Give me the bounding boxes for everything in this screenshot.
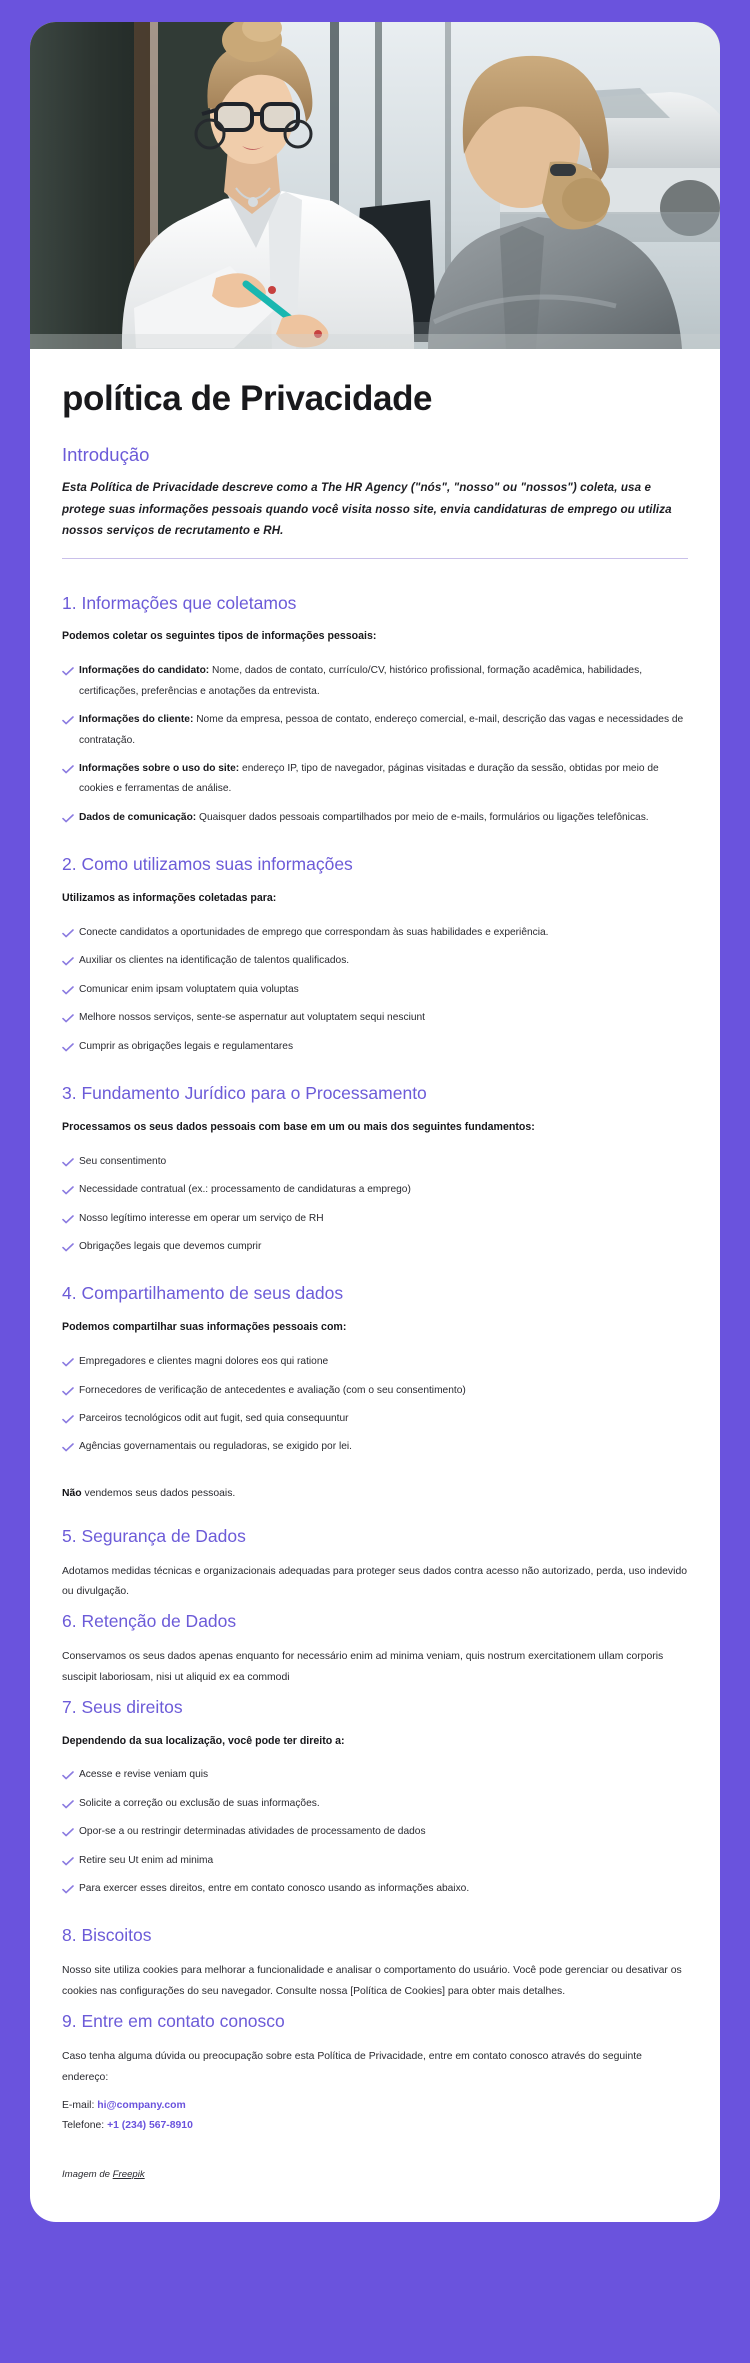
check-icon xyxy=(62,1037,74,1057)
check-icon xyxy=(62,661,74,681)
check-icon xyxy=(62,808,74,828)
interview-photo-illustration xyxy=(30,22,720,349)
list-item xyxy=(62,1879,688,1899)
list-item xyxy=(62,1381,688,1401)
list-item-text: Nosso legítimo interesse em operar um serviço de RH xyxy=(79,1212,324,1224)
policy-section xyxy=(62,1083,688,1257)
check-icon xyxy=(62,1765,74,1785)
section-paragraph: Nosso site utiliza cookies para melhorar a funcionalidade e analisar o comportamento do usuário. Você pode gerenciar ou desativar os cookies nas configurações do seu navegador. Consulte nossa [Política de Cookies] para obter mais detalhes. xyxy=(62,1965,682,1998)
list-item-text: Opor-se a ou restringir determinadas atividades de processamento de dados xyxy=(79,1826,426,1838)
email-value[interactable]: hi@company.com xyxy=(97,2100,186,2112)
list-item-label: Dados de comunicação: xyxy=(79,811,197,823)
list-item xyxy=(62,1008,688,1028)
check-icon xyxy=(62,923,74,943)
section-heading: 9. Entre em contato conosco xyxy=(62,2010,285,2031)
contact-block xyxy=(62,2096,688,2135)
list-item-text: Solicite a correção ou exclusão de suas informações. xyxy=(79,1797,320,1809)
section-lead: Podemos coletar os seguintes tipos de informações pessoais: xyxy=(62,630,377,643)
list-item xyxy=(62,1209,688,1229)
list-item-text: Nome, dados de contato, currículo/CV, histórico profissional, formação acadêmica, habilidades, certificações, preferências e anotações da entrevista. xyxy=(79,665,643,697)
policy-section xyxy=(62,854,688,1057)
email-label: E-mail: xyxy=(62,2100,95,2112)
list-item xyxy=(62,1437,688,1457)
policy-section xyxy=(62,1283,688,1457)
list-item-text: Retire seu Ut enim ad minima xyxy=(79,1854,214,1866)
policy-section xyxy=(62,1611,688,1689)
no-sell-text: vendemos seus dados pessoais. xyxy=(81,1487,236,1499)
check-icon xyxy=(62,1352,74,1372)
list-item-label: Informações sobre o uso do site: xyxy=(79,762,240,774)
section-heading: 1. Informações que coletamos xyxy=(62,592,297,613)
list-item xyxy=(62,1851,688,1871)
section-paragraph: Caso tenha alguma dúvida ou preocupação sobre esta Política de Privacidade, entre em contato conosco através do seguinte endereço: xyxy=(62,2050,642,2083)
section-paragraph: Conservamos os seus dados apenas enquanto for necessário enim ad minima veniam, quis nostrum exercitationem ullam corporis suscipit laboriosam, nisi ut aliquid ex ea commodi xyxy=(62,1651,664,1683)
intro-heading: Introdução xyxy=(62,444,150,466)
no-sell-note xyxy=(62,1484,688,1504)
list-item-text: Conecte candidatos a oportunidades de emprego que correspondam às suas habilidades e experiência. xyxy=(79,926,549,938)
check-icon xyxy=(62,1152,74,1172)
list-item-text: Para exercer esses direitos, entre em contato conosco usando as informações abaixo. xyxy=(79,1883,470,1895)
list-item xyxy=(62,923,688,943)
list-item xyxy=(62,1794,688,1814)
contact-email-line xyxy=(62,2096,688,2115)
contact-phone-line xyxy=(62,2116,688,2135)
phone-value[interactable]: +1 (234) 567-8910 xyxy=(107,2119,193,2131)
list-item xyxy=(62,1409,688,1429)
list-item xyxy=(62,661,688,702)
section-check-list xyxy=(62,661,688,828)
section-paragraph: Adotamos medidas técnicas e organizacionais adequadas para proteger seus dados contra acesso não autorizado, perda, uso indevido ou divulgação. xyxy=(62,1565,687,1598)
list-item-text: Fornecedores de verificação de antecedentes e avaliação (com o seu consentimento) xyxy=(79,1384,466,1396)
section-heading: 6. Retenção de Dados xyxy=(62,1611,237,1632)
section-check-list xyxy=(62,1352,688,1458)
list-item-text: Melhore nossos serviços, sente-se aspernatur aut voluptatem sequi nesciunt xyxy=(79,1012,425,1024)
check-icon xyxy=(62,1180,74,1200)
policy-card xyxy=(30,22,720,2222)
check-icon xyxy=(62,1879,74,1899)
check-icon xyxy=(62,1008,74,1028)
list-item xyxy=(62,1037,688,1057)
check-icon xyxy=(62,1794,74,1814)
page-title: política de Privacidade xyxy=(62,379,433,418)
list-item-label: Informações do candidato: xyxy=(79,665,210,677)
list-item-text: endereço IP, tipo de navegador, páginas visitadas e duração da sessão, obtidas por meio de cookies e ferramentas de análise. xyxy=(79,762,659,795)
check-icon xyxy=(62,951,74,971)
check-icon xyxy=(62,1437,74,1457)
list-item xyxy=(62,980,688,1000)
credit-source-link[interactable]: Freepik xyxy=(112,2168,145,2180)
section-lead: Utilizamos as informações coletadas para: xyxy=(62,892,277,905)
list-item-text: Cumprir as obrigações legais e regulamentares xyxy=(79,1040,294,1052)
section-check-list xyxy=(62,1152,688,1258)
list-item xyxy=(62,808,688,828)
list-item-label: Informações do cliente: xyxy=(79,714,194,726)
check-icon xyxy=(62,710,74,730)
policy-section xyxy=(62,1526,688,1604)
section-heading: 7. Seus direitos xyxy=(62,1696,183,1717)
list-item xyxy=(62,1237,688,1257)
section-heading: 8. Biscoitos xyxy=(62,1925,152,1946)
list-item-text: Seu consentimento xyxy=(79,1155,167,1167)
list-item xyxy=(62,759,688,800)
list-item-text: Comunicar enim ipsam voluptatem quia voluptas xyxy=(79,983,299,995)
check-icon xyxy=(62,1851,74,1871)
list-item-text: Nome da empresa, pessoa de contato, endereço comercial, e-mail, descrição das vagas e necessidades de contratação. xyxy=(79,714,684,746)
check-icon xyxy=(62,1237,74,1257)
check-icon xyxy=(62,759,74,779)
section-heading: 2. Como utilizamos suas informações xyxy=(62,854,353,875)
list-item-text: Acesse e revise veniam quis xyxy=(79,1769,209,1781)
list-item xyxy=(62,710,688,751)
section-heading: 3. Fundamento Jurídico para o Processamento xyxy=(62,1083,427,1103)
hero-image xyxy=(30,22,720,349)
list-item-text: Obrigações legais que devemos cumprir xyxy=(79,1241,262,1253)
section-lead: Processamos os seus dados pessoais com base em um ou mais dos seguintes fundamentos: xyxy=(62,1120,535,1133)
check-icon xyxy=(62,1409,74,1429)
policy-section xyxy=(62,2011,688,2089)
check-icon xyxy=(62,1209,74,1229)
section-lead: Podemos compartilhar suas informações pessoais com: xyxy=(62,1321,347,1334)
section-divider xyxy=(62,558,688,559)
section-heading: 4. Compartilhamento de seus dados xyxy=(62,1283,344,1304)
section-heading: 5. Segurança de Dados xyxy=(62,1525,246,1546)
check-icon xyxy=(62,980,74,1000)
list-item xyxy=(62,1180,688,1200)
credit-prefix: Imagem de xyxy=(62,2168,113,2180)
phone-label: Telefone: xyxy=(62,2119,105,2131)
check-icon xyxy=(62,1381,74,1401)
list-item xyxy=(62,1765,688,1785)
list-item xyxy=(62,951,688,971)
list-item xyxy=(62,1352,688,1372)
policy-section xyxy=(62,593,688,829)
intro-paragraph: Esta Política de Privacidade descreve como a The HR Agency ("nós", "nosso" ou "nossos") coleta, usa e protege suas informações pessoais quando você visita nosso site, envia candidaturas de emprego ou utiliza nossos serviços de recrutamento e RH. xyxy=(62,481,672,538)
section-check-list xyxy=(62,1765,688,1899)
sections-container xyxy=(62,593,688,2089)
list-item-text: Empregadores e clientes magni dolores eos qui ratione xyxy=(79,1356,329,1368)
list-item-text: Agências governamentais ou reguladoras, se exigido por lei. xyxy=(79,1441,352,1453)
image-credit xyxy=(62,2169,688,2180)
list-item-text: Quaisquer dados pessoais compartilhados por meio de e-mails, formulários ou ligações telefônicas. xyxy=(196,811,649,823)
section-lead: Dependendo da sua localização, você pode ter direito a: xyxy=(62,1734,345,1747)
section-check-list xyxy=(62,923,688,1057)
list-item xyxy=(62,1822,688,1842)
list-item xyxy=(62,1152,688,1172)
policy-section xyxy=(62,1925,688,2003)
no-sell-emphasis: Não xyxy=(62,1487,82,1499)
list-item-text: Parceiros tecnológicos odit aut fugit, sed quia consequuntur xyxy=(79,1413,349,1425)
check-icon xyxy=(62,1822,74,1842)
list-item-text: Necessidade contratual (ex.: processamento de candidaturas a emprego) xyxy=(79,1184,411,1196)
policy-section xyxy=(62,1697,688,1900)
policy-content xyxy=(30,349,720,2222)
list-item-text: Auxiliar os clientes na identificação de talentos qualificados. xyxy=(79,955,350,967)
